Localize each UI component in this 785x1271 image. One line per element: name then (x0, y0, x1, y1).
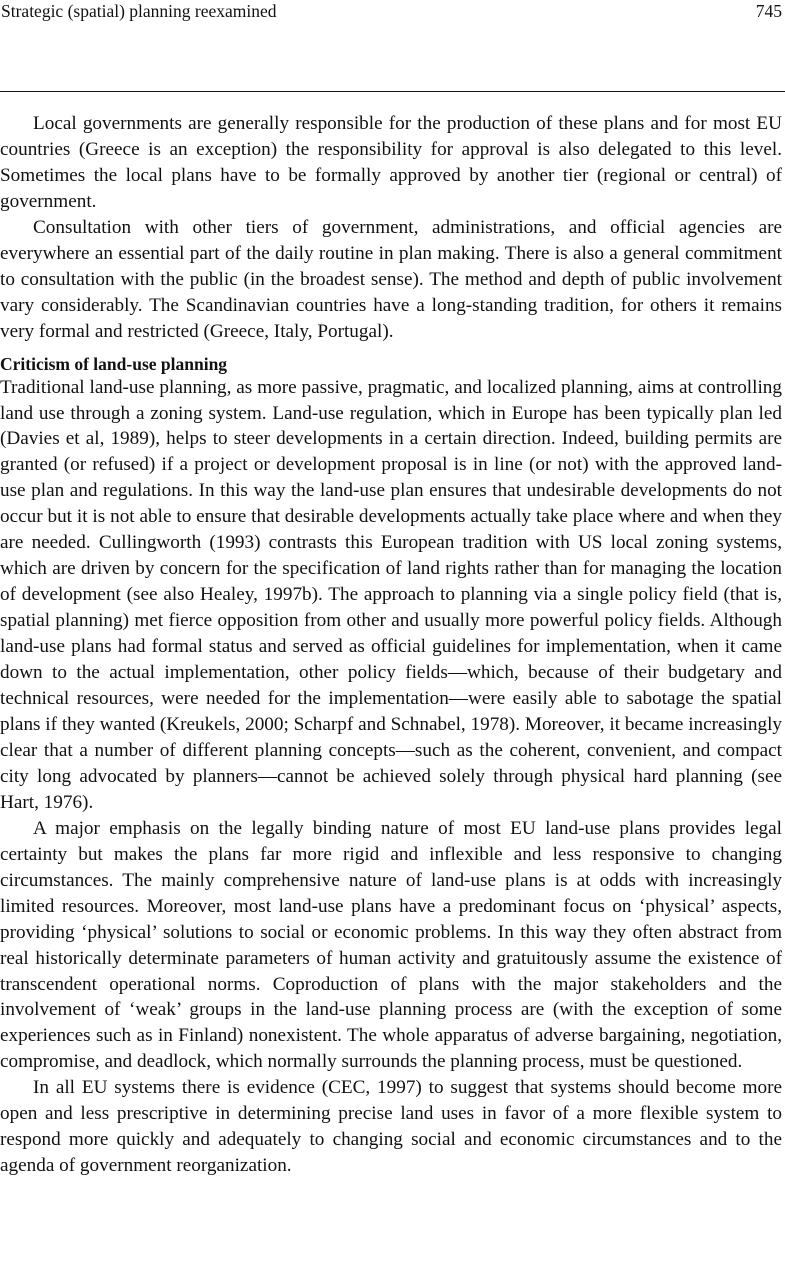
paragraph-local-governments: Local governments are generally responsible for the production of these plans and for most EU countries (Greece is an exception) the responsibility for approval is also delegated to this level. Sometimes the local plans have to be formally approved by another tier (regional or central) of government. (0, 113, 782, 212)
page-number: 745 (755, 1, 782, 21)
paragraph-traditional-land-use: Traditional land-use planning, as more passive, pragmatic, and localized planning, aims at controlling land use through a zoning system. Land-use regulation, which in Europe has been typically plan led (Davies et al, 1989), helps to steer developments in a certain direction. Indeed, building permits are granted (or refused) if a project or development proposal is in line (or not) with the approved land-use plan and regulations. In this way the land-use plan ensures that undesirable developments do not occur but it is not able to ensure that desirable developments actually take place where and when they are needed. Cullingworth (1993) contrasts this European tradition with US local zoning systems, which are driven by concern for the specification of land rights rather than for managing the location of development (see also Healey, 1997b). The approach to planning via a single policy field (that is, spatial planning) met fierce opposition from other and usually more powerful policy fields. Although land-use plans had formal status and served as official guidelines for implementation, when it came down to the actual implementation, other policy fields—which, because of their budgetary and technical resources, were needed for the implementation—were easily able to sabotage the spatial plans if they wanted (Kreukels, 2000; Scharpf and Schnabel, 1978). Moreover, it became increasingly clear that a number of different planning concepts—such as the coherent, convenient, and compact city long advocated by planners—cannot be achieved solely through physical hard planning (see Hart, 1976). (0, 376, 782, 813)
header-rule (0, 91, 785, 92)
paragraph-eu-systems: In all EU systems there is evidence (CEC, 1997) to suggest that systems should become more open and less prescriptive in determining precise land uses in favor of a more flexible system to respond more quickly and adequately to changing social and economic circumstances and to the agenda of government reorganization. (0, 1077, 782, 1177)
paragraph-consultation: Consultation with other tiers of government, administrations, and official agencies are everywhere an essential part of the daily routine in plan making. There is also a general commitment to consultation with the public (in the broadest sense). The method and depth of public involvement vary considerably. The Scandinavian countries have a long-standing tradition, for others it remains very formal and restricted (Greece, Italy, Portugal). (0, 216, 782, 342)
running-header (1, 0, 782, 24)
section-heading: Criticism of land-use planning (0, 353, 228, 374)
running-title: Strategic (spatial) planning reexamined (1, 1, 277, 21)
article-body (0, 111, 782, 1179)
paragraph-legally-binding: A major emphasis on the legally binding nature of most EU land-use plans provides legal certainty but makes the plans far more rigid and inflexible and less responsive to changing circumstances. The mainly comprehensive nature of land-use plans is at odds with increasingly limited resources. Moreover, most land-use plans have a predominant focus on ‘physical’ aspects, providing ‘physical’ solutions to social or economic problems. In this way they often abstract from real historically determinate parameters of human activity and gratuitously assume the existence of transcendent operational norms. Coproduction of plans with the major stakeholders and the involvement of ‘weak’ groups in the land-use planning process are (with the exception of some experiences such as in Finland) nonexistent. The whole apparatus of adverse bargaining, negotiation, compromise, and deadlock, which normally surrounds the planning process, must be questioned. (0, 817, 782, 1073)
